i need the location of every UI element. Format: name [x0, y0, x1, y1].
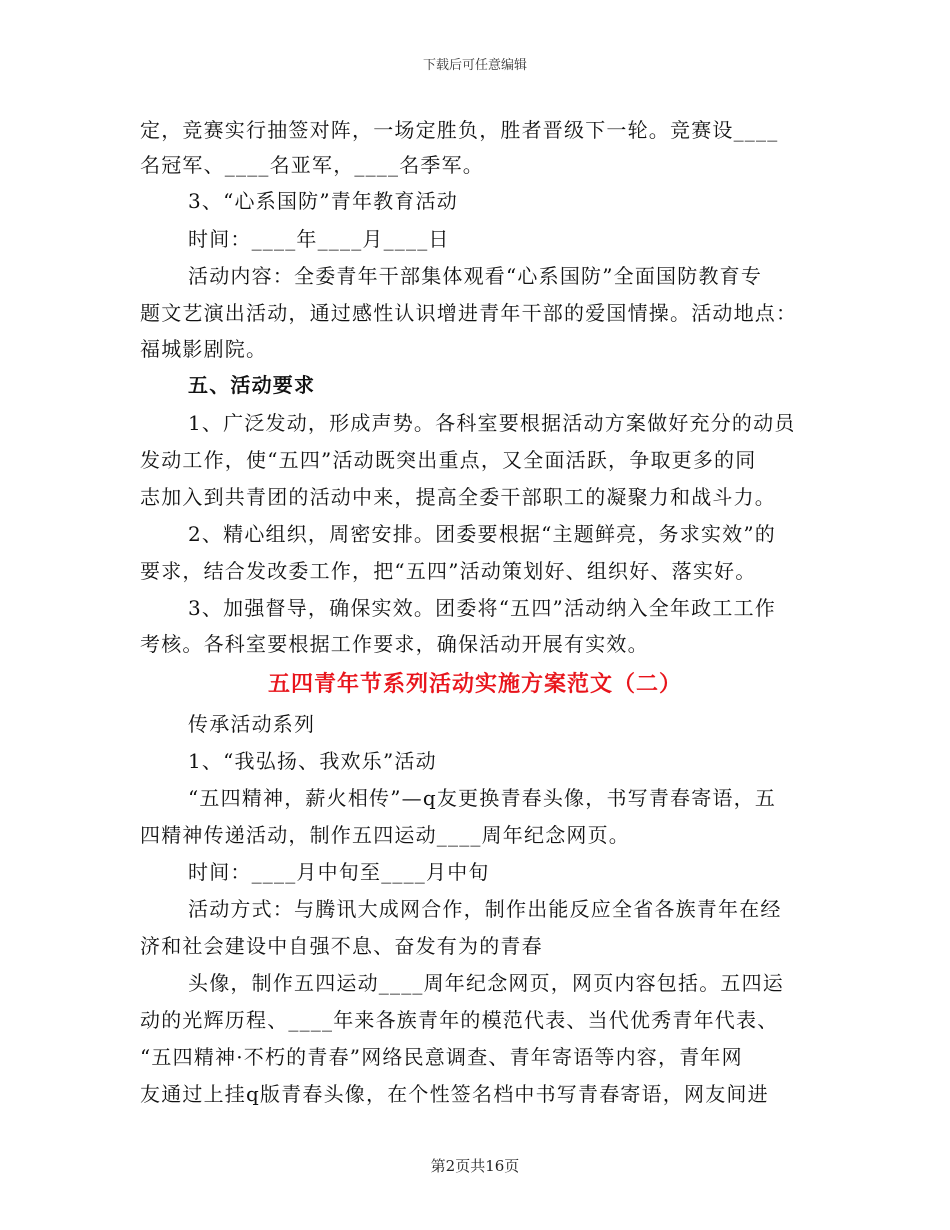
paragraph-line: 时间：____月中旬至____月中旬 [188, 860, 490, 884]
paragraph-line: 定，竞赛实行抽签对阵，一场定胜负，胜者晋级下一轮。竞赛设____ [140, 118, 779, 142]
section-heading: 五、活动要求 [188, 373, 316, 397]
paragraph-line: 活动方式：与腾讯大成网合作，制作出能反应全省各族青年在经 [188, 897, 782, 921]
paragraph-line: 3、加强督导，确保实效。团委将“五四”活动纳入全年政工工作 [188, 596, 776, 620]
paragraph-line: 要求，结合发改委工作，把“五四”活动策划好、组织好、落实好。 [140, 559, 757, 583]
paragraph-line: 济和社会建设中自强不息、奋发有为的青春 [140, 934, 543, 958]
paragraph-line: 名冠军、____名亚军，____名季军。 [140, 153, 484, 177]
paragraph-line: 友通过上挂q版青春头像，在个性签名档中书写青春寄语，网友间进 [140, 1082, 769, 1106]
paragraph-line: 1、广泛发动，形成声势。各科室要根据活动方案做好充分的动员 [188, 411, 796, 435]
paragraph-line: 题文艺演出活动，通过感性认识增进青年干部的爱国情操。活动地点： [140, 301, 798, 325]
page-footer: 第2页共16页 [430, 1157, 520, 1175]
paragraph-line: 四精神传递活动，制作五四运动____周年纪念网页。 [140, 823, 630, 847]
section-title: 五四青年节系列活动实施方案范文（二） [267, 671, 682, 697]
page-header: 下载后可任意编辑 [422, 58, 527, 73]
paragraph-line: 活动内容：全委青年干部集体观看“心系国防”全面国防教育专 [188, 264, 763, 288]
paragraph-line: 2、精心组织，周密安排。团委要根据“主题鲜亮，务求实效”的 [188, 522, 776, 546]
paragraph-line: 头像，制作五四运动____周年纪念网页，网页内容包括。五四运 [188, 971, 784, 995]
paragraph-line: 时间：____年____月____日 [188, 227, 450, 251]
paragraph-line: 3、“心系国防”青年教育活动 [188, 189, 458, 213]
paragraph-line: 传承活动系列 [188, 712, 316, 736]
paragraph-line: 1、“我弘扬、我欢乐”活动 [188, 749, 437, 773]
paragraph-line: “五四精神·不朽的青春”网络民意调查、青年寄语等内容，青年网 [140, 1045, 743, 1069]
paragraph-line: 福城影剧院。 [140, 337, 268, 361]
paragraph-line: 动的光辉历程、____年来各族青年的模范代表、当代优秀青年代表、 [140, 1008, 779, 1032]
paragraph-line: 考核。各科室要根据工作要求，确保活动开展有实效。 [140, 632, 649, 656]
paragraph-line: 志加入到共青团的活动中来，提高全委干部职工的凝聚力和战斗力。 [140, 485, 776, 509]
paragraph-line: “五四精神，薪火相传”—q友更换青春头像，书写青春寄语，五 [188, 786, 777, 810]
paragraph-line: 发动工作，使“五四”活动既突出重点，又全面活跃，争取更多的同 [140, 448, 757, 472]
